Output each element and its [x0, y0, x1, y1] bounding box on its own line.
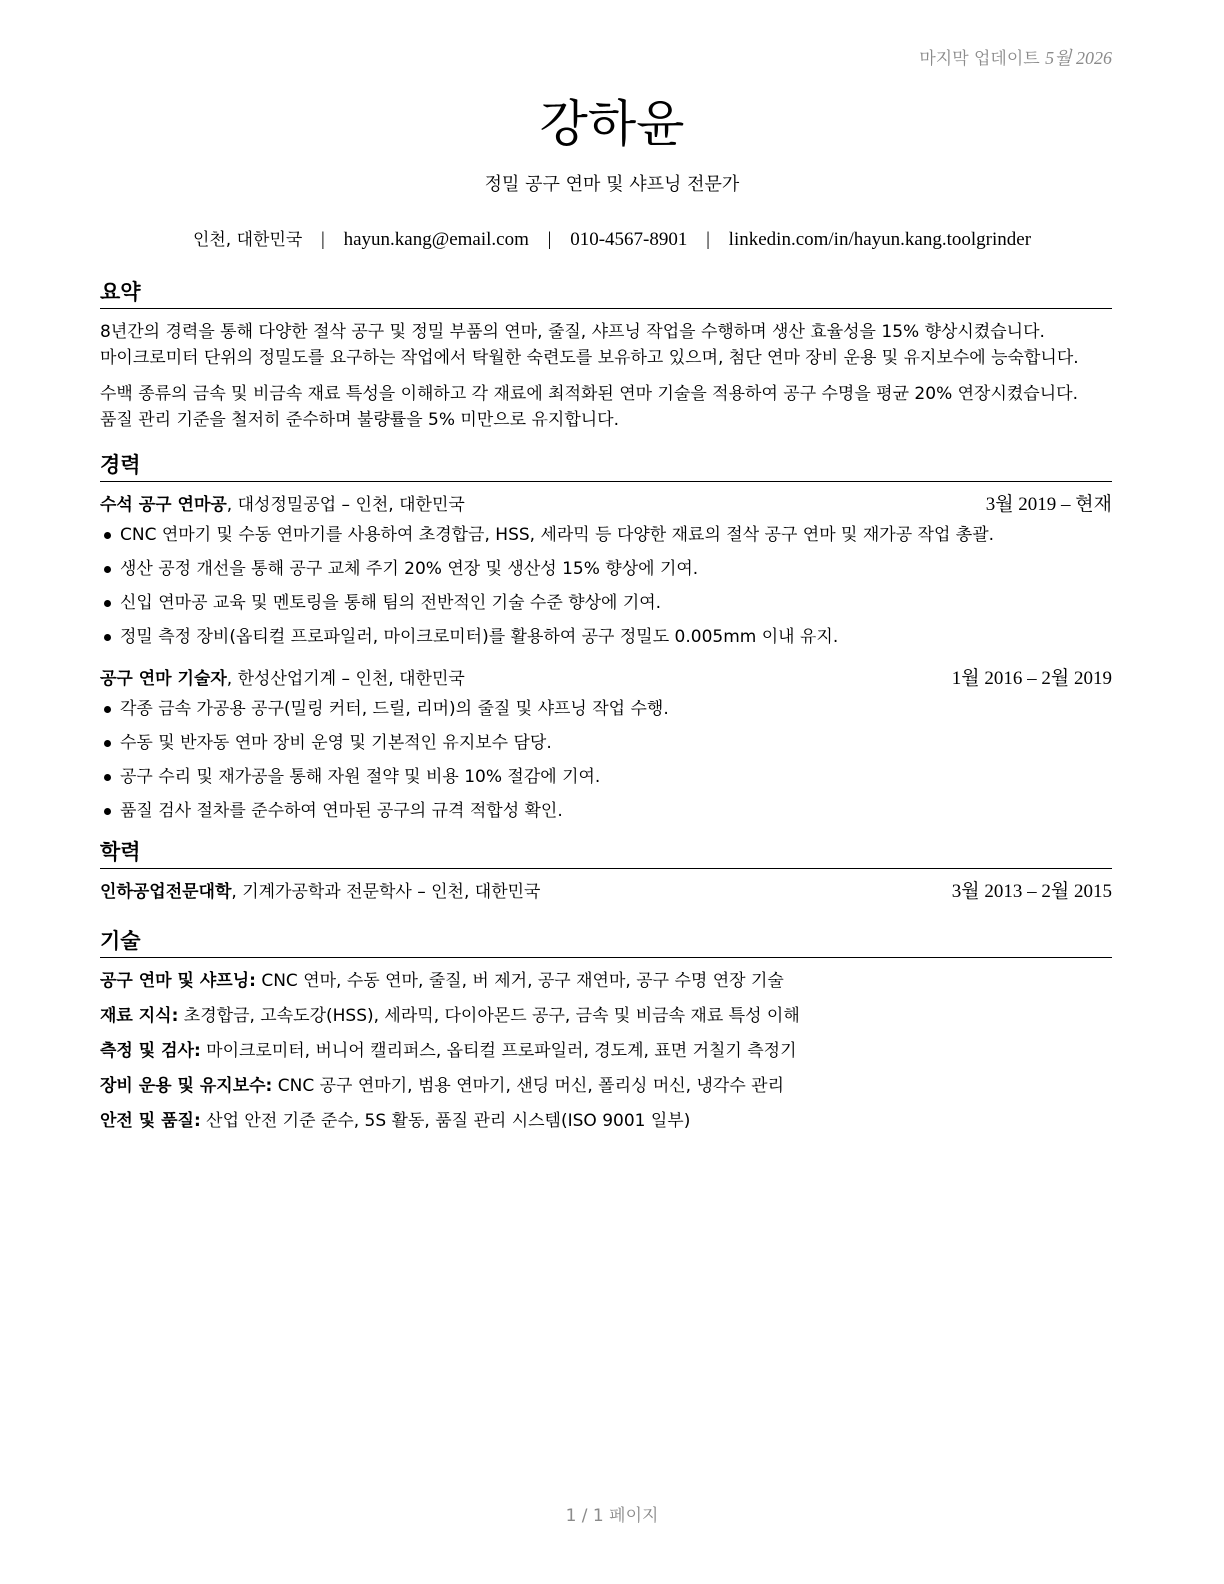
contact-separator: | — [547, 229, 552, 250]
job-bullet: CNC 연마기 및 수동 연마기를 사용하여 초경합금, HSS, 세라믹 등 다양한 재료의 절삭 공구 연마 및 재가공 작업 총괄. — [100, 522, 1112, 548]
skill-label: 재료 지식: — [100, 1006, 179, 1026]
education-entry — [100, 879, 1112, 905]
education-section — [100, 836, 1112, 905]
skills-section — [100, 925, 1112, 1134]
job-header — [100, 492, 1112, 518]
summary-heading: 요약 — [100, 276, 1112, 309]
job-bullet: 신입 연마공 교육 및 멘토링을 통해 팀의 전반적인 기술 수준 향상에 기여. — [100, 590, 1112, 616]
skill-value: 산업 안전 기준 준수, 5S 활동, 품질 관리 시스템(ISO 9001 일부) — [200, 1111, 691, 1131]
contact-email[interactable]: hayun.kang@email.com — [343, 229, 529, 250]
job-date: 1월 2016 – 2월 2019 — [951, 668, 1112, 689]
last-updated-label: 마지막 업데이트 — [919, 49, 1040, 69]
skill-row — [100, 1073, 1112, 1099]
skill-value: CNC 연마, 수동 연마, 줄질, 버 제거, 공구 재연마, 공구 수명 연장 기술 — [255, 971, 784, 991]
job-title-line — [100, 666, 465, 692]
job-bullet: 수동 및 반자동 연마 장비 운영 및 기본적인 유지보수 담당. — [100, 730, 1112, 756]
summary-paragraph: 수백 종류의 금속 및 비금속 재료 특성을 이해하고 각 재료에 최적화된 연마 기술을 적용하여 공구 수명을 평균 20% 연장시켰습니다. 품질 관리 기준을 철저히 준수하며 불량률을 5% 미만으로 유지합니다. — [100, 384, 1078, 430]
skill-label: 안전 및 품질: — [100, 1111, 201, 1131]
skill-label: 공구 연마 및 샤프닝: — [100, 971, 256, 991]
skill-row — [100, 968, 1112, 994]
experience-section — [100, 449, 1112, 824]
job-header — [100, 666, 1112, 692]
education-detail: , 기계가공학과 전문학사 – 인천, 대한민국 — [231, 882, 541, 902]
job-org: , 대성정밀공업 – 인천, 대한민국 — [226, 495, 465, 515]
job-role: 공구 연마 기술자 — [100, 669, 227, 689]
job-org: , 한성산업기계 – 인천, 대한민국 — [226, 669, 465, 689]
skill-value: 마이크로미터, 버니어 캘리퍼스, 옵티컬 프로파일러, 경도계, 표면 거칠기 측정기 — [200, 1041, 797, 1061]
job-bullet: 각종 금속 가공용 공구(밀링 커터, 드릴, 리머)의 줄질 및 샤프닝 작업 수행. — [100, 696, 1112, 722]
education-school: 인하공업전문대학 — [100, 882, 232, 902]
contact-location: 인천, 대한민국 — [192, 230, 303, 250]
job-role: 수석 공구 연마공 — [100, 495, 227, 515]
skill-row — [100, 1038, 1112, 1064]
job-bullet: 품질 검사 절차를 준수하여 연마된 공구의 규격 적합성 확인. — [100, 798, 1112, 824]
summary-paragraph: 8년간의 경력을 통해 다양한 절삭 공구 및 정밀 부품의 연마, 줄질, 샤프닝 작업을 수행하며 생산 효율성을 15% 향상시켰습니다. 마이크로미터 단위의 정밀도를 요구하는 작업에서 탁월한 숙련도를 보유하고 있으며, 첨단 연마 장비 운용 및 유지보수에 능숙합니다. — [100, 322, 1079, 368]
candidate-tagline: 정밀 공구 연마 및 샤프닝 전문가 — [484, 174, 740, 195]
skill-row — [100, 1108, 1112, 1134]
skill-label: 장비 운용 및 유지보수: — [100, 1076, 273, 1096]
job-bullets — [100, 522, 1112, 650]
contact-linkedin[interactable]: linkedin.com/in/hayun.kang.toolgrinder — [728, 229, 1032, 250]
education-heading: 학력 — [100, 836, 1112, 869]
skill-label: 측정 및 검사: — [100, 1041, 201, 1061]
skill-row — [100, 1003, 1112, 1029]
job-bullet: 생산 공정 개선을 통해 공구 교체 주기 20% 연장 및 생산성 15% 향상에 기여. — [100, 556, 1112, 582]
skill-value: CNC 공구 연마기, 범용 연마기, 샌딩 머신, 폴리싱 머신, 냉각수 관리 — [272, 1076, 785, 1096]
job-bullet: 정밀 측정 장비(옵티컬 프로파일러, 마이크로미터)를 활용하여 공구 정밀도 0.005mm 이내 유지. — [100, 624, 1112, 650]
contact-line — [0, 225, 1224, 251]
summary-section — [100, 276, 1112, 433]
last-updated-date: 5월 2026 — [1045, 48, 1112, 68]
skill-value: 초경합금, 고속도강(HSS), 세라믹, 다이아몬드 공구, 금속 및 비금속 재료 특성 이해 — [178, 1006, 800, 1026]
job-date: 3월 2019 – 현재 — [985, 494, 1112, 515]
education-date: 3월 2013 – 2월 2015 — [951, 881, 1112, 902]
resume-content — [100, 276, 1112, 1143]
job-bullets — [100, 696, 1112, 824]
contact-separator: | — [321, 229, 325, 250]
last-updated — [919, 44, 1112, 70]
page-number: 1 / 1 페이지 — [565, 1506, 659, 1526]
skills-heading: 기술 — [100, 925, 1112, 958]
education-title-line — [100, 879, 540, 905]
job-entry — [100, 666, 1112, 824]
candidate-name: 강하윤 — [539, 95, 685, 153]
experience-heading: 경력 — [100, 449, 1112, 482]
job-entry — [100, 492, 1112, 650]
contact-phone: 010-4567-8901 — [570, 229, 688, 250]
job-title-line — [100, 492, 465, 518]
job-bullet: 공구 수리 및 재가공을 통해 자원 절약 및 비용 10% 절감에 기여. — [100, 764, 1112, 790]
contact-separator: | — [706, 229, 710, 250]
